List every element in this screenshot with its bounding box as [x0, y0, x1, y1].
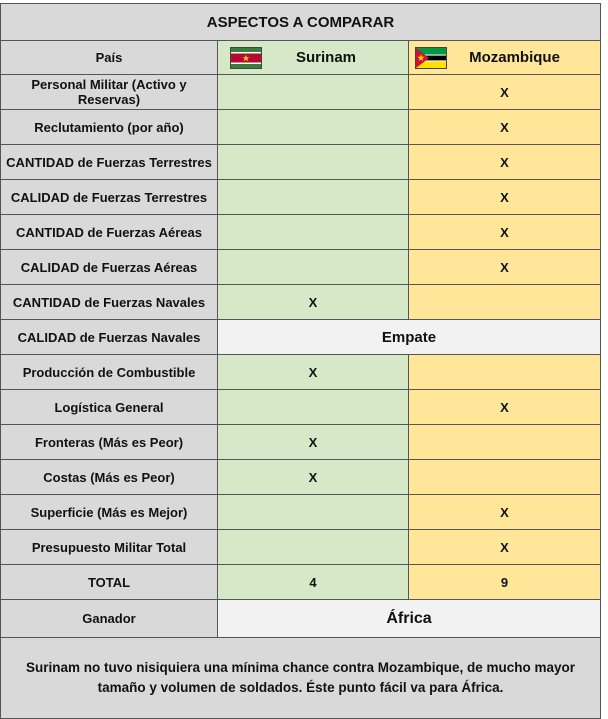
row-label: Fronteras (Más es Peor)	[1, 425, 218, 460]
country-b-cell: X	[409, 110, 601, 145]
country-b-cell: X	[409, 390, 601, 425]
table-row	[1, 320, 601, 355]
table-row	[1, 390, 601, 425]
table-row	[1, 180, 601, 215]
country-a-cell: X	[218, 285, 409, 320]
table-row	[1, 75, 601, 110]
country-b-cell: X	[409, 145, 601, 180]
comparison-table	[0, 3, 601, 719]
country-a-header	[218, 41, 409, 75]
row-label: CANTIDAD de Fuerzas Aéreas	[1, 215, 218, 250]
row-label: CALIDAD de Fuerzas Navales	[1, 320, 218, 355]
total-a: 4	[218, 565, 409, 600]
country-a-cell	[218, 145, 409, 180]
row-label: CALIDAD de Fuerzas Aéreas	[1, 250, 218, 285]
table-row	[1, 285, 601, 320]
tie-cell: Empate	[218, 320, 601, 355]
row-label: Logística General	[1, 390, 218, 425]
row-label: Presupuesto Militar Total	[1, 530, 218, 565]
row-label: CANTIDAD de Fuerzas Terrestres	[1, 145, 218, 180]
winner-label: Ganador	[1, 600, 218, 638]
country-a-cell	[218, 110, 409, 145]
total-label: TOTAL	[1, 565, 218, 600]
country-b-cell	[409, 285, 601, 320]
country-a-cell	[218, 250, 409, 285]
table-row	[1, 530, 601, 565]
country-header-row	[1, 41, 601, 75]
country-a-cell: X	[218, 355, 409, 390]
row-label: CALIDAD de Fuerzas Terrestres	[1, 180, 218, 215]
country-b-name: Mozambique	[469, 49, 560, 66]
country-b-cell	[409, 355, 601, 390]
country-a-cell: X	[218, 460, 409, 495]
country-a-name: Surinam	[295, 49, 356, 66]
country-b-cell	[409, 460, 601, 495]
country-b-cell: X	[409, 215, 601, 250]
country-b-cell: X	[409, 180, 601, 215]
country-a-cell: X	[218, 425, 409, 460]
country-b-cell	[409, 425, 601, 460]
summary-note: Surinam no tuvo nisiquiera una mínima chance contra Mozambique, de mucho mayor tamaño y volumen de soldados. Éste punto fácil va para África.	[1, 638, 601, 719]
table-row	[1, 495, 601, 530]
row-label: Costas (Más es Peor)	[1, 460, 218, 495]
table-row	[1, 215, 601, 250]
country-header-label: País	[1, 41, 218, 75]
country-b-cell: X	[409, 530, 601, 565]
table-row	[1, 250, 601, 285]
row-label: CANTIDAD de Fuerzas Navales	[1, 285, 218, 320]
winner-value: África	[218, 600, 601, 638]
country-a-cell	[218, 75, 409, 110]
country-b-cell: X	[409, 495, 601, 530]
table-row	[1, 110, 601, 145]
winner-row	[1, 600, 601, 638]
row-label: Personal Militar (Activo y Reservas)	[1, 75, 218, 110]
row-label: Producción de Combustible	[1, 355, 218, 390]
row-label: Reclutamiento (por año)	[1, 110, 218, 145]
row-label: Superficie (Más es Mejor)	[1, 495, 218, 530]
table-row	[1, 145, 601, 180]
comparison-sheet	[0, 3, 600, 719]
table-row	[1, 460, 601, 495]
country-b-cell: X	[409, 250, 601, 285]
total-row	[1, 565, 601, 600]
country-a-cell	[218, 390, 409, 425]
country-a-cell	[218, 180, 409, 215]
table-row	[1, 355, 601, 390]
country-a-cell	[218, 530, 409, 565]
country-a-cell	[218, 215, 409, 250]
total-b: 9	[409, 565, 601, 600]
country-b-header	[409, 41, 601, 75]
mozambique-flag-icon	[415, 47, 447, 69]
country-b-cell: X	[409, 75, 601, 110]
country-a-cell	[218, 495, 409, 530]
note-row	[1, 638, 601, 719]
suriname-flag-icon	[230, 47, 262, 69]
table-title: ASPECTOS A COMPARAR	[1, 4, 601, 41]
table-row	[1, 425, 601, 460]
